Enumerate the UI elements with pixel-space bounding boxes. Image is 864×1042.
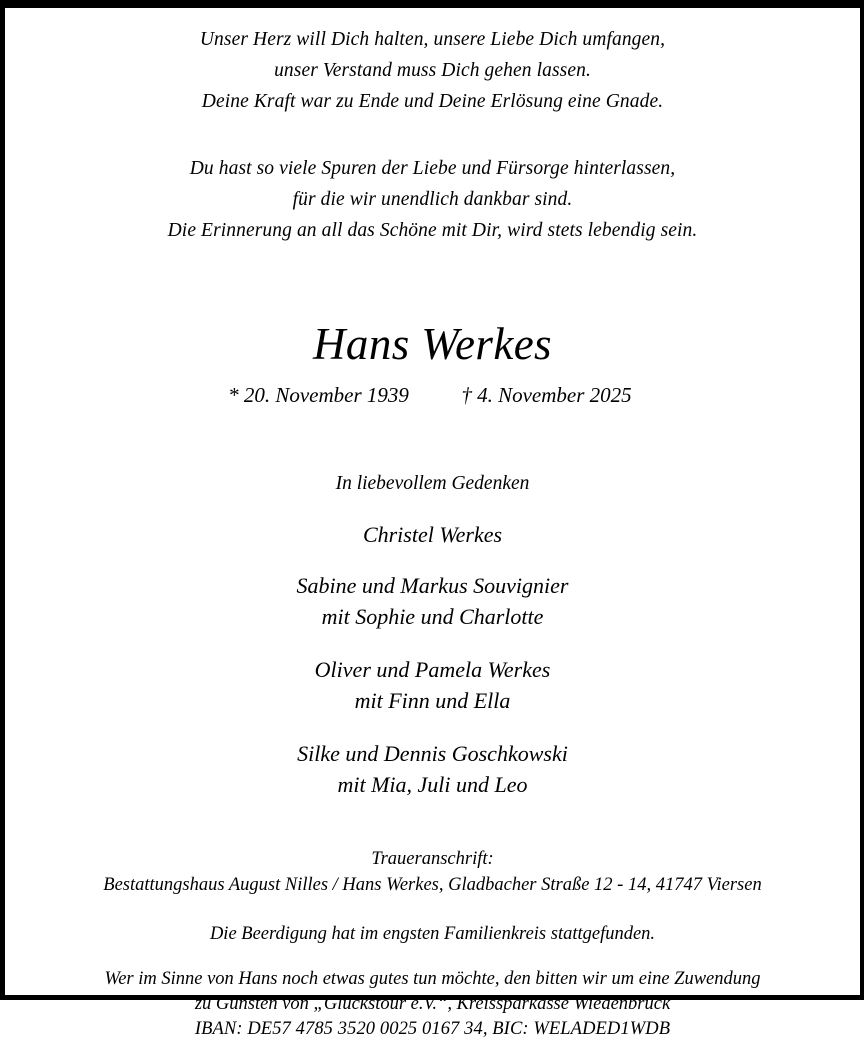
verse-line: unser Verstand muss Dich gehen lassen.: [274, 60, 591, 81]
mourning-address-block: [11, 846, 854, 898]
survivor-group: [11, 738, 854, 800]
survivor-group: [11, 570, 854, 632]
survivor-secondary-names: mit Finn und Ella: [354, 688, 511, 713]
survivor-secondary-names: mit Sophie und Charlotte: [321, 604, 544, 629]
mourning-address-line: Bestattungshaus August Nilles / Hans Werkes, Gladbacher Straße 12 - 14, 41747 Viersen: [103, 875, 762, 895]
survivor-secondary-names: mit Mia, Juli und Leo: [337, 772, 528, 797]
verse-line: Die Erinnerung an all das Schöne mit Dir, wird stets lebendig sein.: [167, 220, 698, 241]
deceased-name-block: [11, 318, 854, 409]
survivor-primary-names: Silke und Dennis Goschkowski: [297, 741, 568, 766]
survivor-group: [11, 654, 854, 716]
survivor-group: [11, 519, 854, 550]
donation-request-line-2: zu Gunsten von „Glückstour e.V.“, Kreissparkasse Wiedenbrück: [194, 994, 671, 1014]
memorial-verse-second: [11, 153, 854, 246]
donation-request-line-1: Wer im Sinne von Hans noch etwas gutes tun möchte, den bitten wir um eine Zuwendung: [104, 969, 761, 989]
verse-line: Unser Herz will Dich halten, unsere Liebe Dich umfangen,: [199, 29, 666, 50]
mourning-address-label: Traueranschrift:: [371, 849, 494, 869]
verse-line: für die wir unendlich dankbar sind.: [292, 189, 573, 210]
death-date: † 4. November 2025: [461, 383, 632, 407]
deceased-name: Hans Werkes: [313, 319, 552, 369]
burial-note: Die Beerdigung hat im engsten Familienkreis stattgefunden.: [209, 924, 656, 944]
memorial-intro-text: In liebevollem Gedenken: [335, 473, 530, 494]
life-dates-row: [11, 382, 854, 409]
verse-line: Du hast so viele Spuren der Liebe und Fürsorge hinterlassen,: [189, 158, 676, 179]
birth-date: * 20. November 1939: [228, 383, 409, 407]
survivor-primary-names: Oliver und Pamela Werkes: [314, 657, 551, 682]
closing-notes-block: [11, 922, 854, 1042]
verse-line: Deine Kraft war zu Ende und Deine Erlösung eine Gnade.: [201, 91, 664, 112]
bank-details-line: IBAN: DE57 4785 3520 0025 0167 34, BIC: WELADED1WDB: [194, 1019, 671, 1039]
survivor-primary-names: Christel Werkes: [362, 522, 503, 547]
obituary-content: [5, 24, 860, 1039]
survivor-primary-names: Sabine und Markus Souvignier: [296, 573, 569, 598]
memorial-verse-first: [11, 24, 854, 117]
